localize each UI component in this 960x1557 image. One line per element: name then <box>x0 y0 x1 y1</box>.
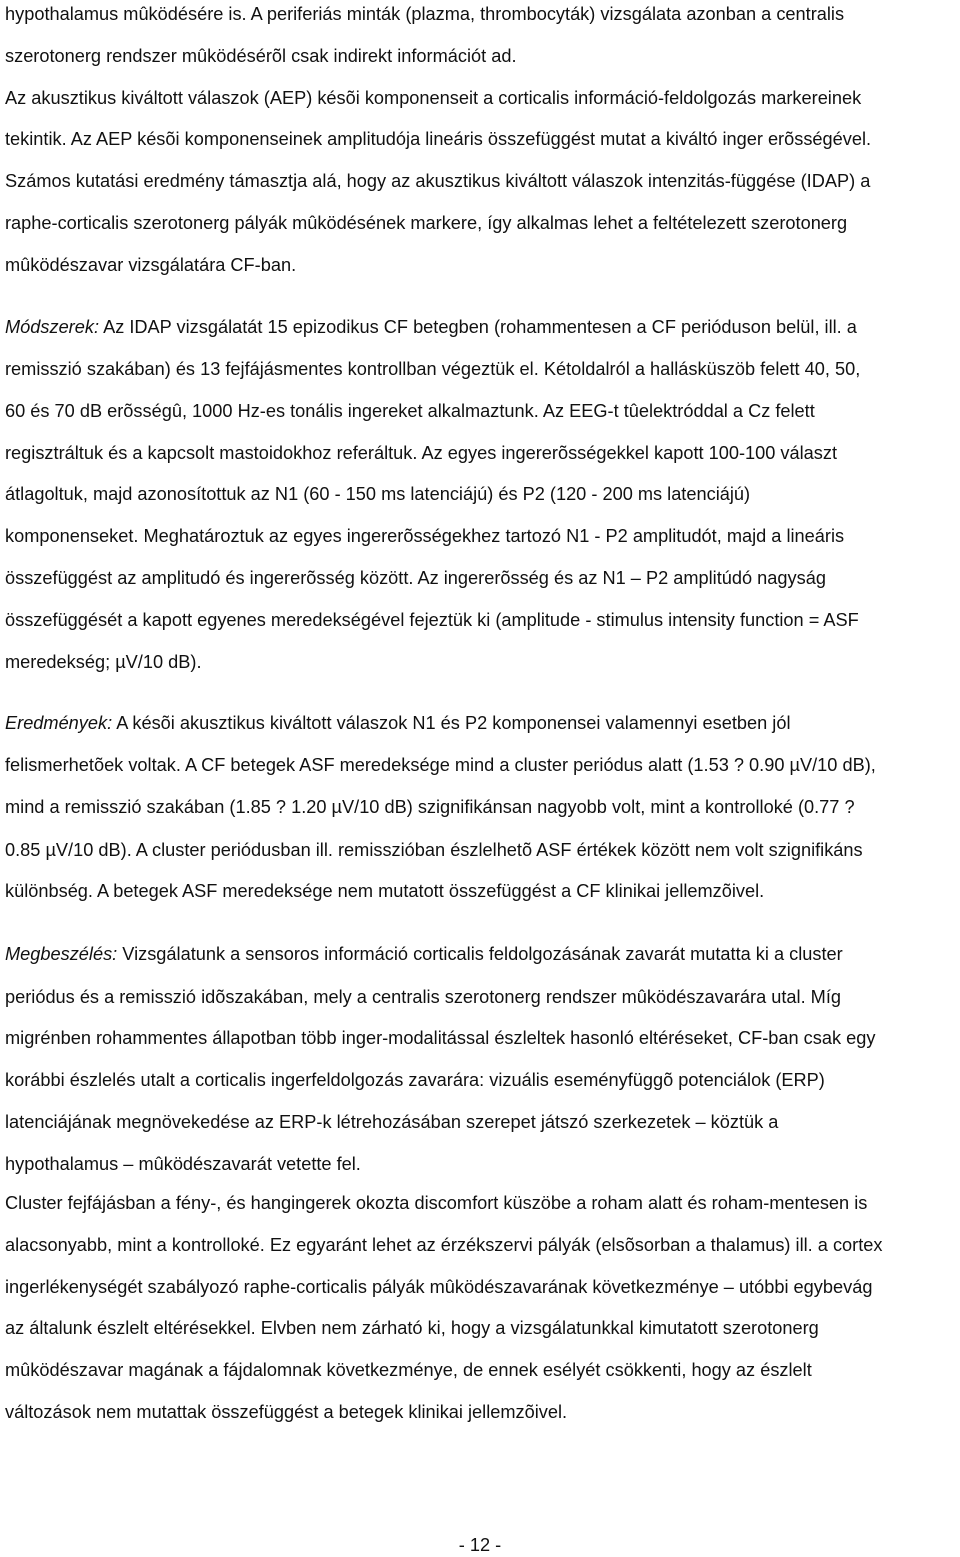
text-line: összefüggését a kapott egyenes meredekségével fejeztük ki (amplitude - stimulus intensity function = ASF <box>5 610 859 630</box>
text-line: regisztráltuk és a kapcsolt mastoidokhoz referáltuk. Az egyes ingererõsségekkel kapott 100-100 választ <box>5 443 838 463</box>
discussion-first-line <box>5 942 843 966</box>
text-line: meredekség; µV/10 dB). <box>5 652 202 672</box>
text-line: A késõi akusztikus kiváltott válaszok N1 és P2 komponensei valamennyi esetben jól <box>112 713 791 733</box>
text-line: 0.85 µV/10 dB). A cluster periódusban ill. remisszióban észlelhetõ ASF értékek között nem volt szignifikáns <box>5 840 863 860</box>
text-line: szerotonerg rendszer mûködésérõl csak indirekt információt ad. <box>5 46 517 66</box>
text-line: latenciájának megnövekedése az ERP-k létrehozásában szerepet játszó szerkezetek – köztük a <box>5 1112 779 1132</box>
text-line: korábbi észlelés utalt a corticalis ingerfeldolgozás zavarára: vizuális eseményfüggõ potenciálok (ERP) <box>5 1070 825 1090</box>
discussion-heading: Megbeszélés: <box>5 944 118 964</box>
text-line: átlagoltuk, majd azonosítottuk az N1 (60 - 150 ms latenciájú) és P2 (120 - 200 ms latenciájú) <box>5 484 751 504</box>
text-line: az általunk észlelt eltérésekkel. Elvben nem zárható ki, hogy a vizsgálatunkkal kimutatott szerotonerg <box>5 1318 819 1338</box>
text-line: Az IDAP vizsgálatát 15 epizodikus CF betegben (rohammentesen a CF perióduson belül, ill. a <box>99 317 857 337</box>
text-line: felismerhetõek voltak. A CF betegek ASF meredeksége mind a cluster periódus alatt (1.53 ? 0.90 µV/10 dB), <box>5 755 876 775</box>
text-line: Cluster fejfájásban a fény-, és hangingerek okozta discomfort küszöbe a roham alatt és roham-mentesen is <box>5 1193 868 1213</box>
text-line: Vizsgálatunk a sensoros információ corticalis feldolgozásának zavarát mutatta ki a cluster <box>117 944 843 964</box>
text-line: alacsonyabb, mint a kontrolloké. Ez egyaránt lehet az érzékszervi pályák (elsõsorban a thalamus) ill. a cortex <box>5 1235 883 1255</box>
text-line: komponenseket. Meghatároztuk az egyes ingererõsségekhez tartozó N1 - P2 amplitudót, majd a lineáris <box>5 526 845 546</box>
methods-first-line <box>5 315 857 339</box>
results-first-line <box>5 711 791 735</box>
text-line: remisszió szakában) és 13 fejfájásmentes kontrollban végeztük el. Kétoldalról a hallásküszöb felett 40, 50, <box>5 359 861 379</box>
text-line: Az akusztikus kiváltott válaszok (AEP) késõi komponenseit a corticalis információ-feldolgozás markereinek <box>5 88 862 108</box>
text-line: változások nem mutattak összefüggést a betegek klinikai jellemzõivel. <box>5 1402 568 1422</box>
text-line: tekintik. Az AEP késõi komponenseinek amplitudója lineáris összefüggést mutat a kiváltó inger erõsségével. <box>5 129 872 149</box>
text-line: mûködészavar magának a fájdalomnak következménye, de ennek esélyét csökkenti, hogy az észlelt <box>5 1360 812 1380</box>
text-line: ingerlékenységét szabályozó raphe-corticalis pályák mûködészavarának következménye – utóbbi egybevág <box>5 1277 873 1297</box>
text-line: hypothalamus – mûködészavarát vetette fel. <box>5 1154 361 1174</box>
page-number: - 12 - <box>458 1535 502 1555</box>
text-line: összefüggést az amplitudó és ingererõsség között. Az ingererõsség és az N1 – P2 amplitúdó nagyság <box>5 568 826 588</box>
text-line: Számos kutatási eredmény támasztja alá, hogy az akusztikus kiváltott válaszok intenzitás-függése (IDAP) a <box>5 171 871 191</box>
results-heading: Eredmények: <box>5 713 113 733</box>
text-line: periódus és a remisszió idõszakában, mely a centralis szerotonerg rendszer mûködészavarára utal. Míg <box>5 987 842 1007</box>
text-line: hypothalamus mûködésére is. A periferiás minták (plazma, thrombocyták) vizsgálata azonban a centralis <box>5 4 845 24</box>
text-line: migrénben rohammentes állapotban több inger-modalitással észleltek hasonló eltéréseket, CF-ban csak egy <box>5 1028 876 1048</box>
methods-heading: Módszerek: <box>5 317 100 337</box>
text-line: 60 és 70 dB erõsségû, 1000 Hz-es tonális ingereket alkalmaztunk. Az EEG-t tûelektróddal a Cz felett <box>5 401 815 421</box>
text-line: különbség. A betegek ASF meredeksége nem mutatott összefüggést a CF klinikai jellemzõivel. <box>5 881 765 901</box>
text-line: mûködészavar vizsgálatára CF-ban. <box>5 255 297 275</box>
text-line: mind a remisszió szakában (1.85 ? 1.20 µV/10 dB) szignifikánsan nagyobb volt, mint a kontrolloké (0.77 ? <box>5 797 855 817</box>
text-line: raphe-corticalis szerotonerg pályák mûködésének markere, így alkalmas lehet a feltételezett szerotonerg <box>5 213 848 233</box>
